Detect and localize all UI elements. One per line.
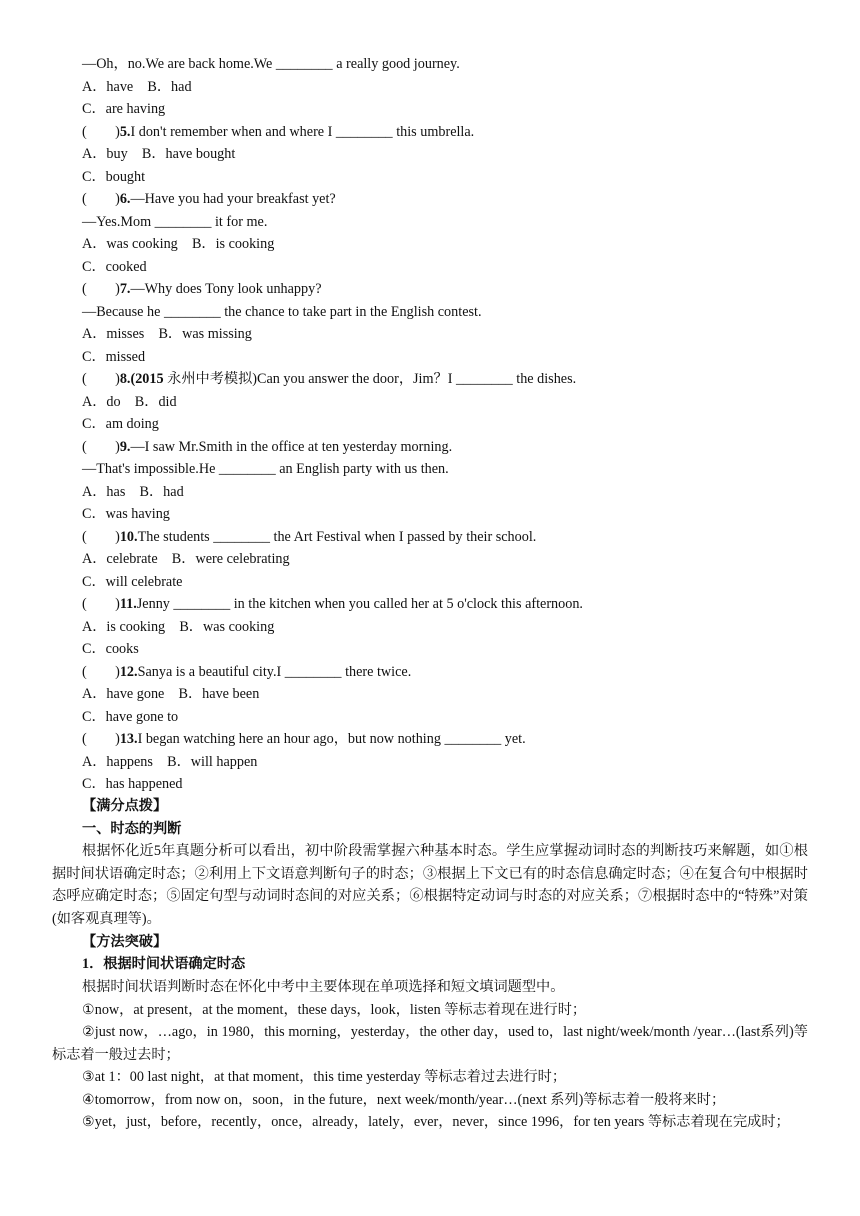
question-number: 13. (119, 731, 138, 747)
option-line (82, 684, 259, 704)
line-text: C．missed (82, 349, 146, 365)
answer-blank: ( ) (82, 529, 120, 545)
option-line (82, 257, 147, 277)
question-line (82, 662, 411, 682)
line-text: A．happens B．will happen (82, 754, 258, 770)
line-text: Jenny ________ in the kitchen when you called her at 5 o'clock this afternoon. (136, 596, 583, 612)
answer-blank: ( ) (82, 371, 120, 387)
line-text: A．was cooking B．is cooking (82, 236, 275, 252)
question-number: 8.(2015 (119, 371, 164, 387)
question-number: 9. (119, 439, 131, 455)
question-number: 12. (119, 664, 138, 680)
method1-heading: 1．根据时间状语确定时态 (82, 956, 246, 972)
answer-blank: ( ) (82, 439, 120, 455)
option-line (82, 302, 482, 322)
line-text: A．have B．had (82, 79, 192, 95)
question-line (82, 369, 576, 389)
line-text: —Have you had your breakfast yet? (130, 191, 336, 207)
option-line (82, 482, 184, 502)
tense-heading: 一、时态的判断 (82, 821, 182, 837)
option-line (82, 234, 274, 254)
option-line (82, 752, 257, 772)
line-text: A．do B．did (82, 394, 177, 410)
option-line (82, 167, 145, 187)
question-number: 10. (119, 529, 138, 545)
line-text: C．has happened (82, 776, 183, 792)
answer-blank: ( ) (82, 731, 120, 747)
option-line (82, 54, 460, 74)
line-text: C．are having (82, 101, 166, 117)
line-text: C．am doing (82, 416, 159, 432)
marker-item-5: ⑤yet，just，before，recently，once，already，lately，ever，never，since 1996，for ten years 等标志着现在完成时； (82, 1114, 790, 1130)
method-heading: 【方法突破】 (82, 934, 168, 950)
line-text: C．have gone to (82, 709, 179, 725)
line-text: —That's impossible.He ________ an English party with us then. (82, 461, 449, 477)
question-line (82, 189, 336, 209)
line-text: A．has B．had (82, 484, 184, 500)
line-text: —Yes.Mom ________ it for me. (82, 214, 268, 230)
line-text: C．bought (82, 169, 146, 185)
option-line (82, 324, 252, 344)
question-line (82, 729, 526, 749)
question-line (82, 437, 452, 457)
option-line (82, 639, 139, 659)
line-text: A．is cooking B．was cooking (82, 619, 275, 635)
option-line (82, 504, 170, 524)
option-line (82, 774, 182, 794)
option-line (82, 77, 192, 97)
answer-blank: ( ) (82, 191, 120, 207)
option-line (82, 144, 235, 164)
question-number: 11. (119, 596, 137, 612)
line-text: —Oh，no.We are back home.We ________ a really good journey. (82, 56, 460, 72)
line-text: —I saw Mr.Smith in the office at ten yesterday morning. (130, 439, 453, 455)
marker-item-2: ②just now，…ago，in 1980，this morning，yesterday，the other day，used to，last night/week/month /year…(last系列)等标志着一般过去时； (52, 1024, 808, 1063)
line-text: I began watching here an hour ago，but now nothing ________ yet. (137, 731, 526, 747)
line-text: A．celebrate B．were celebrating (82, 551, 290, 567)
answer-blank: ( ) (82, 124, 120, 140)
line-text: C．cooked (82, 259, 147, 275)
option-line (82, 99, 165, 119)
method1-intro: 根据时间状语判断时态在怀化中考中主要体现在单项选择和短文填词题型中。 (82, 979, 565, 995)
line-text: C．will celebrate (82, 574, 183, 590)
line-text: I don't remember when and where I ________ this umbrella. (130, 124, 475, 140)
option-line (82, 707, 178, 727)
line-text: 永州中考模拟)Can you answer the door，Jim？I ________ the dishes. (163, 371, 577, 387)
line-text: C．was having (82, 506, 170, 522)
line-text: Sanya is a beautiful city.I ________ there twice. (137, 664, 412, 680)
marker-item-4: ④tomorrow，from now on，soon，in the future，next week/month/year…(next 系列)等标志着一般将来时； (82, 1092, 726, 1108)
answer-blank: ( ) (82, 664, 120, 680)
option-line (82, 392, 177, 412)
question-number: 7. (119, 281, 131, 297)
answer-blank: ( ) (82, 281, 120, 297)
line-text: A．have gone B．have been (82, 686, 260, 702)
answer-blank: ( ) (82, 596, 120, 612)
line-text: C．cooks (82, 641, 139, 657)
tips-heading: 【满分点拨】 (82, 798, 168, 814)
line-text: The students ________ the Art Festival when I passed by their school. (137, 529, 537, 545)
line-text: —Because he ________ the chance to take part in the English contest. (82, 304, 482, 320)
option-line (82, 572, 182, 592)
question-line (82, 122, 474, 142)
intro-paragraph: 根据怀化近5年真题分析可以看出，初中阶段需掌握六种基本时态。学生应掌握动词时态的判断技巧来解题，如①根据时间状语确定时态；②利用上下文语意判断句子的时态；③根据上下文已有的时态信息确定时态；④在复合句中根据时态呼应确定时态；⑤固定句型与动词时态间的对应关系；⑥根据特定动词与时态的对应关系；⑦根据时态中的“特殊”对策(如客观真理等)。 (52, 843, 808, 928)
question-line (82, 594, 583, 614)
option-line (82, 212, 267, 232)
option-line (82, 414, 159, 434)
option-line (82, 549, 290, 569)
question-number: 6. (119, 191, 131, 207)
marker-item-3: ③at 1：00 last night，at that moment，this time yesterday 等标志着过去进行时； (82, 1069, 567, 1085)
option-line (82, 347, 145, 367)
line-text: A．buy B．have bought (82, 146, 236, 162)
marker-item-1: ①now，at present，at the moment，these days，look，listen 等标志着现在进行时； (82, 1002, 587, 1018)
line-text: —Why does Tony look unhappy? (130, 281, 322, 297)
option-line (82, 459, 449, 479)
line-text: A．misses B．was missing (82, 326, 252, 342)
question-line (82, 527, 536, 547)
question-line (82, 279, 322, 299)
option-line (82, 617, 274, 637)
question-number: 5. (119, 124, 131, 140)
